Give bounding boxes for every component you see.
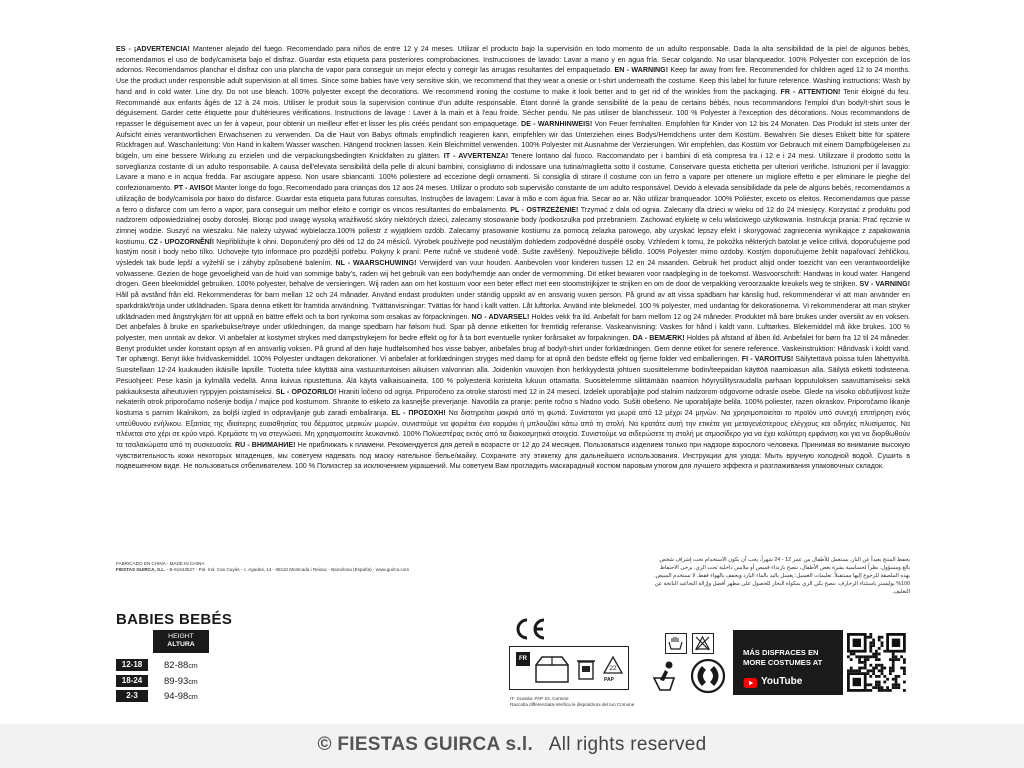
warning-lang-text: Von Feuer fernhalten. Empfohlen für Kinder von 12 bis 24 Monaten. Das Produkt ist stets unter der Aufsicht eines verantwortlichen Erwachsenen zu verwenden. Da die Haut von Babys oftmals empfindlich reagieren kann, empfehlen wir das Unterziehen eines Bodys/Hemdchens unter dem Kostüm. Bewahren Sie dieses Etikett bitte für spätere Rückfragen auf. Waschanleitung: Von Hand in kaltem Wasser waschen. Hängend trocknen lassen. Kein Bleichmittel verwenden. 100% Polyester mit Ausnahme der Verzierungen. Wir empfehlen, das Kostüm vor Gebrauch mit einem Dampfbügeleisen zu bügeln, um eine bessere Wirkung zu erzielen und die verpackungsbedingten Knickfalten zu glätten.	[116, 119, 910, 161]
recycle-triangle-icon	[602, 655, 624, 677]
warning-lang-heading: IT - AVVERTENZA!	[443, 152, 509, 161]
size-unit: cm	[188, 694, 198, 701]
warning-lang-text: Να διατηρείται μακριά από τη φωτιά. Συνίσταται για μωρά από 12 μέχρι 24 μηνών. Να χρησιμοποιείται το προϊόν υπό συνεχή επιτήρηση ενός υπεύθυνου ενήλικου. Εξαιτίας της ιδιαίτερης ευαισθησίας του δέρματος μερικών μωρών, συνιστούμε να φοριέται ένα κορμάκι ή μπλουζάκι κάτω από τη στολή. Να κρατάτε αυτή την ετικέτα για μεταγενέστερους ελέγχους και οδηγίες πλυσίματος. Να πλένεται στο χέρι σε κρύο νερό. Κρεμάστε τη να στεγνώσει. Μη χρησιμοποιείτε λευκαντικό. 100% Πολυεστέρας εκτός από τα διακοσμητικά στοιχεία. Συνιστούμε να σιδερώσετε τη στολή με ατμοσίδερο για να έχει καλύτερη εμφάνιση και για να διορθωθούν τα τσαλακώματα από τη συσκευασία.	[116, 408, 910, 450]
ce-mark-icon	[513, 617, 547, 641]
warning-lang-heading: DE - WARNHINWEIS!	[520, 119, 593, 128]
warning-lang-heading: CZ - UPOZORNĚNÍ!	[148, 237, 215, 246]
warning-lang-text: Holdes vekk fra ild. Anbefalt for barn mellom 12 og 24 måneder. Produktet må bare brukes under oversikt av en voksen. Det anbefales å bruke en sparkebukse/trøye under utkledningen, da mange spedbarn har følsom hud. Spar på denne etiketten for fremtidig referanse. Vaskeanvisning: Vaskes for hånd i kaldt vann. Lufttørkes. Blekemiddel må ikke brukes. 100 % polyester, men unntak av dekor. Vi anbefaler at kostymet strykes med dampstrykejern for bedre effekt og for å ta bort eventuelle rynker forårsaket av forpakningen.	[116, 312, 910, 342]
promo-line-es: MÁS DISFRACES EN	[743, 648, 819, 657]
no-bleach-icon	[692, 633, 714, 654]
hand-wash-icon	[665, 633, 687, 654]
recycling-caption-line-1: IT- Scatola: PAP 22, Cartone	[510, 696, 569, 701]
size-height	[164, 676, 198, 687]
warning-lang-heading: RU - ВНИМАНИЕ!	[235, 441, 296, 450]
recycling-caption-line-2: Raccolta differenziata-Verifica le disposizioni del tuo Comune	[510, 702, 635, 707]
size-age-tag: 18-24	[116, 675, 148, 687]
size-unit: cm	[188, 663, 198, 670]
youtube-label: YouTube	[761, 676, 803, 687]
footer-bar	[0, 724, 1024, 768]
company-name: FIESTAS GUIRCA, S.L.	[116, 567, 166, 572]
warning-lang-heading: SL - OPOZORILO!	[275, 387, 337, 396]
manufacturer-info	[116, 561, 409, 573]
green-dot-icon	[690, 658, 726, 694]
youtube-play-icon	[743, 678, 758, 688]
warning-lang-heading: PT - AVISO!	[174, 184, 214, 193]
warning-lang-text: Trzymać z dala od ognia. Zalecany dla dzieci w wieku od 12 do 24 miesięcy. Korzystać z produktu pod nadzorem odpowiedzialnej osoby dorosłej. Biorąc pod uwagę wysoką wrażliwość skóry niektórych dzieci, zalecamy stosowanie body /podkoszulka pod przebraniem. Zachować etykietę w celu właściwego użytkowania. Instrukcja prania: Prać ręcznie w zimnej wodzie. Suszyć na wieszaku. Nie należy używać wybielacza.100% poliestr z wyjątkiem ozdób. Zalecamy prasowanie kostiumu za pomocą żelazka parowego, aby uzyskać lepszy efekt i skorygować zagniecenia wynikające z zapakowania kostiumu.	[116, 205, 910, 246]
warning-lang-heading: ES - ¡ADVERTENCIA!	[116, 45, 190, 53]
warning-lang-text: Mantener alejado del fuego. Recomendado para niños de entre 12 y 24 meses. Utilizar el producto bajo la supervisión en todo momento de un adulto responsable. Dada la alta sensibilidad de la piel de algunos bebés, recomendamos el uso de body/camiseta bajo el disfraz. Guardar esta etiqueta para posteriores comprobaciones. Instrucciones de lavado: Lavar a mano y en agua fría. Secar colgando. No usar blanqueador. 100% Polyester con excepción de los adornos. Recomendamos planchar el disfraz con una plancha de vapor para conseguir un mejor efecto y corregir las arrugas resultantes del empaquetado.	[116, 45, 910, 75]
warning-lang-heading: SV - VARNING!	[859, 280, 910, 289]
warning-lang-text: Keep far away from fire. Recommended for children aged 12 to 24 months. Use the product under responsible adult supervision at all times. Since some babies have very sensitive skin, we recommend that they wear a onesie or t-shirt underneath the costume. Keep this label for future reference. Washing instructions: Wash by hand and in cold water. Line dry. Do not use bleach. 100% polyester except the decorations. We recommend ironing the costume to make it look better and to get rid of the wrinkles from the packaging.	[116, 66, 910, 96]
footer-copyright	[0, 734, 1024, 756]
height-label-es: ALTURA	[167, 641, 195, 648]
warning-lang-heading: PL - OSTRZEŻENIE!	[510, 205, 579, 214]
warning-lang-heading: DA - BEMÆRK!	[632, 333, 685, 342]
promo-text	[743, 648, 822, 668]
paper-recycle-bin-icon	[576, 657, 596, 681]
warning-lang-heading: EN - WARNING!	[614, 66, 669, 75]
warning-lang-text: Verwijderd van vuur houden. Aanbevolen voor kinderen tussen 12 en 24 maanden. Gebruik het product altijd onder toezicht van een verantwoordelijke volwassene. Gezien de hoge gevoeligheid van de huid van sommige baby's, raden wij het gebruik van een body/hemdje aan onder de vermomming. Dit etiket bewaren voor raadpleging in de toekomst. Wasvoorschrift: Handwas in koud water. Hangend drogen. Geen bleekmiddel gebruiken. 100% polyester, behalve de versieringen. Wij raden aan om het kostuum voor een beter effect met een stoomstrijkijzer te strijken en om de door de verpakking veroorzaakte kreukels weg te strijken.	[116, 259, 910, 289]
size-height-range: 89-93	[164, 676, 189, 687]
warning-lang-heading: EL - ΠΡΟΣΟΧΗ!	[391, 408, 446, 417]
warning-lang-text: Nepřibližujte k ohni. Doporučený pro děti od 12 do 24 měsíců. Výrobek používejte pod neustálým dohledem zodpovědné dospělé osoby. Vzhledem k tomu, že pokožka některých batolat je velice citlivá, doporučujeme pod kostým nosit i body nebo tílko. Uchovejte tyto informace pro pozdější potřebu. Pokyny k praní: Perte ručně ve studené vodě. Sušte zavěšený. Nepoužívejte bělidlo. 100% Polyester mimo ozdoby. Kostým doporučujeme žehlit napařovací žehličkou, výsledek tak bude lepší a vyžehlí se i záhyby způsobené balením.	[116, 237, 910, 268]
qr-code-icon[interactable]	[843, 630, 910, 695]
warning-lang-heading: FR - ATTENTION!	[780, 87, 841, 96]
company-address: - B-61643527 - Pol. Ind. Can Cuyàs - c. Agudes, 14 - 08110 Montcada i Reixac - Barcelona (España) · www.guirca.com	[165, 567, 410, 572]
triman-code: PAP	[604, 677, 614, 683]
company-address-line	[116, 567, 409, 573]
warning-lang-heading: NL - WAARSCHUWING!	[335, 259, 417, 268]
warning-lang-text: Säilytettävä poissa tulen lähettyviltä. Suositellaan 12-24 kuukauden ikäisille lapsille. Tuotetta tulee käyttää aina vastuuntuntoisen aikuisen valvonnan alla. Joidenkin vauvojen ihon herkkyydestä johtuen suosittelemme bodin/teepaidan käyttöä naamioasun alla. Säilytä etiketti todisteena. Pesuohjeet: Pese käsin ja kylmällä vedellä. Anna kuivua ripustettuna. Älä käytä valkaisuaineita. 100 % polyesteriä koristeita lukuun ottamatta. Suosittelemme silittämään naamion höyrysilitysraudalla parhaan lopputuloksen saavuttamiseksi sekä pakkauksesta aiheutuvien ryppyjen poistamiseksi.	[116, 355, 910, 396]
height-header	[153, 630, 209, 653]
warning-text-block	[116, 44, 910, 536]
fr-badge: FR	[516, 652, 530, 666]
warning-lang-text: Manter longe do fogo. Recomendado para crianças dos 12 aos 24 meses. Utilizar o produto sob supervisão constante de um adulto responsável. Devido à elevada sensibilidade da pele de alguns bebés, recomendamos a utilização de body/camisola por baixo do disfarce. Guardar esta etiqueta para futuras consultas. Instruções de lavagem: Lavar à mão e com água fria. Secar ao ar. Não utilizar branqueador. 100% Poliéster, exceto os efeitos. Recomendamos que passe a ferro o disfarce com um ferro a vapor, para conseguir um melhor efeito e corrigir os vincos resultantes do embalamento.	[116, 184, 910, 214]
height-label-en: HEIGHT	[168, 633, 194, 640]
warning-lang-heading: FI - VAROITUS!	[741, 355, 794, 364]
recycle-number: 22	[609, 665, 617, 672]
recycling-caption	[510, 696, 634, 708]
triman-box-icon	[532, 653, 572, 685]
warning-lang-text: Не приближать к пламени. Рекомендуется для детей в возрасте от 12 до 24 месяцев. Пользоваться изделием только при надзоре взрослого человека. Принимая во внимание высокую чувствительность кожи некоторых младенцев, мы советуем надевать под маску нательное белье/майку. Сохраните эту этикетку для дальнейшего использования. Инструкции для ухода: Мыть вручную холодной водой. Сушить в подвешенном виде. Не пользоваться отбеливателем. 100 % Полиэстер за исключением украшений. Мы советуем Вам прогладить маскарадный костюм паровым утюгом для лучшего эффекта и разглаживания упаковочных складок.	[116, 441, 910, 471]
warning-lang-text: Håll på avstånd från eld. Rekommenderas för barn mellan 12 och 24 månader. Använd endast produkten under ständig uppsikt av en ansvarig vuxen person. På grund av att vissa spädbarn har känslig hud, rekommenderar vi att man använder en sparkdräkt/tröja under utklädnaden. Spara denna etikett för framtida användning. Tvättanvisningar: Tvättas för hand i kallt vatten. Låt lufttorka. Använd inte blekmedel. 100 % polyester, med undantag för dekorationerna. Vi rekommenderar att man stryker utklädnaden med ångstrykjärn för att uppnå en bättre effekt och ta bort rynkorna som orsakas av förpackningen.	[116, 291, 910, 321]
size-block-title: BABIES BEBÉS	[116, 611, 233, 628]
size-height	[164, 691, 198, 702]
warning-lang-heading: NO - ADVARSEL!	[471, 312, 530, 321]
tidyman-icon	[650, 660, 680, 694]
size-height-range: 94-98	[164, 691, 189, 702]
size-height	[164, 660, 198, 671]
footer-company: © FIESTAS GUIRCA s.l.	[317, 734, 534, 755]
warning-lang-text: Hraniti ločeno od ognja. Priporočeno za otroke starosti med 12 in 24 meseci. Izdelek uporabljajte pod stalnim nadzorom odgovorne odrasle osebe. Glede na visoko občutljivost kože nekaterih otrok priporočamo nošenje bodija / majice pod kostumom. Shranite to etiketo za kasnejše preverjanje. Navodila za pranje: perite ročno s hladno vodo. Sušiti obešeno. Ne uporabljajte belila. 100% poliester, razen okraskov. Priporočamo likanje kostuma s parnim likalnikom, za boljši izgled in odpravljanje gub zaradi embaliranja.	[116, 387, 910, 417]
footer-rights: All rights reserved	[548, 734, 707, 755]
size-age-tag: 2-3	[116, 690, 148, 702]
size-height-range: 82-88	[164, 660, 189, 671]
warning-lang-text: Tenir éloigné du feu. Recommandé aux enfants âgés de 12 à 24 mois. Utiliser le produit sous la supervision continue d'un adulte responsable. Étant donné la grande sensibilité de la peau de certains bébés, nous recommandons l'emploi d'un body/t-shirt sous le déguisement. Garder cette étiquette pour d'ultérieures vérifications. Instructions de lavage : Laver à la main et à l'eau froide. Sécher pendu. Ne pas utiliser de blanchisseur. 100 % Polyester à l'exception des décorations. Nous recommandons de repasser le déguisement avec un fer à vapeur, pour obtenir un meilleur effet et lisser les plis créés pendant son empaquetage.	[116, 87, 910, 128]
promo-line-en: MORE COSTUMES AT	[743, 658, 823, 667]
warning-lang-text: Tenere lontano dal fuoco. Raccomandato per i bambini di età compresa tra i 12 e i 24 mesi. Utilizzare il prodotto sotto la sorveglianza costante di un adulto responsabile. A causa dell'elevata sensibilità della pelle di alcuni bambini, consigliamo di indossare una tutina/maglietta sotto il costume. Conservare questa etichetta per ulteriori verifiche. Istruzioni per il lavaggio: Lavare a mano e in acqua fredda. Far asciugare appeso. Non usare sbiancanti. 100% poliestere ad eccezione degli ornamenti. Si consiglia di stirare il costume con un ferro a vapore per ottenere un migliore effetto e per eliminare le pieghe del confezionamento.	[116, 152, 910, 193]
arabic-warning-text: يحفظ المنتج بعيداً عن النار، يستعمل للأطفال من عمر 12 - 24 شهراً، يجب أن يكون الاستخدام تحت إشراف شخص بالغ ومسؤول. نظراً لحساسية بشرة بعض الأطفال، ننصح بارتداء قميص أو ملابس داخلية تحت الزي. يرجى الاحتفاظ بهذه الملصقة للرجوع إليها مستقبلاً. تعليمات الغسيل: يغسل باليد بالماء البارد ويجفف بالهواء فقط. لا تستخدم المبيض. 100% بوليستر باستثناء الزخارف. ننصح بكي الزي بمكواة البخار للحصول على مظهر أفضل وإزالة التجاعيد الناتجة عن التغليف.	[654, 557, 910, 595]
recycling-info-box	[509, 646, 629, 690]
size-age-tag: 12-18	[116, 659, 148, 671]
made-in-china-line: FABRICADO EN CHINA - MADE IN CHINA	[116, 561, 205, 566]
size-unit: cm	[188, 679, 198, 686]
warning-lang-text: Holdes på afstand af åben ild. Anbefalet for børn fra 12 til 24 måneder. Benyt produktet under konstant opsyn af en ansvarlig voksen. På grund af den høje hudfølsomhed hos visse babyer, anbefales brug af body/t-shirt under forklædningen. Gem denne etiket for senere reference. Vaskeinstruktion: Håndvask i koldt vand. Tør ophængt. Benyt ikke hvidvaskemiddel. 100% Polyester undtagen dekorationer. Vi anbefaler at forklædningen stryges med damp for at opnå den bedste effekt og fjerne folder ved emballeringen.	[116, 333, 910, 364]
